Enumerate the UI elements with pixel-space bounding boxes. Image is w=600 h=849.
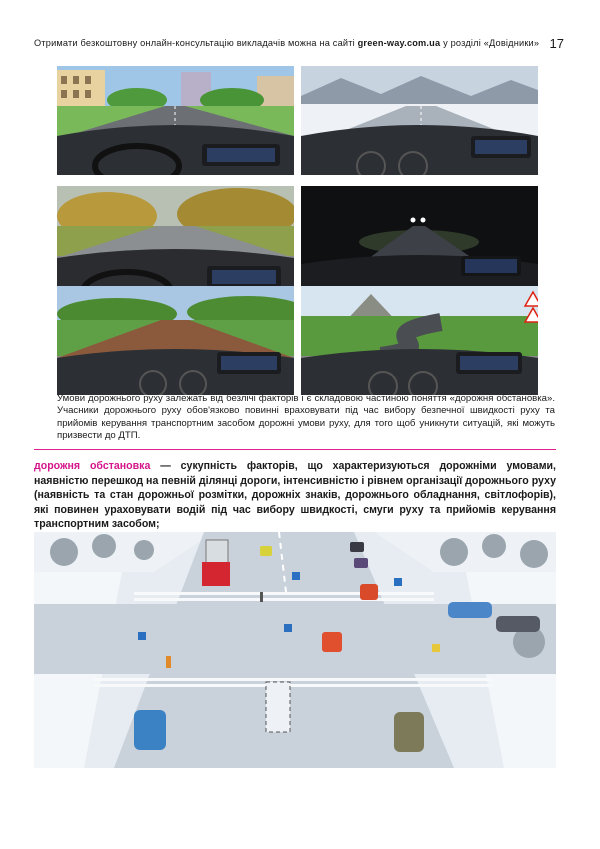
definition-term: дорожня обстановка (34, 460, 151, 472)
winter-intersection-illustration (34, 532, 556, 768)
definition-text: — сукупність факторів, що характеризуються дорожніми умовами, наявністю перешкод на певній ділянці дороги, інтенсивністю і рівнем організації дорожнього руху (наявність та стан дорожньої розмітки, дорожніх знаків, дорожнього обладнання, світлофорів), які повинен ураховувати водій під час вибору швидкості, смуги руху та прийомів керування транспортним засобом; (34, 460, 556, 531)
photo-dirt-road (57, 286, 294, 395)
photo-winter-road (301, 66, 538, 175)
photo-city-road (57, 66, 294, 175)
header-text (34, 38, 539, 48)
definition-paragraph (34, 459, 556, 532)
section-divider (34, 449, 556, 450)
photo-autumn-wet-road (57, 186, 294, 295)
page-header (34, 36, 564, 52)
page-number: 17 (549, 36, 564, 51)
photo-night-road (301, 186, 538, 295)
header-site-link[interactable]: green-way.com.ua (357, 38, 441, 48)
header-text-before: Отримати безкоштовну онлайн-консультацію викладачів можна на сайті (34, 38, 358, 48)
photo-mountain-road (301, 286, 538, 395)
photo-caption: Умови дорожнього руху залежать від безлічі факторів і є складовою частиною поняття «дорожня обстановка». Учасники дорожнього руху обов'язково повинні враховувати під час вибору безпечної швидкості руху та прийомів керування транспортним засобом дорожні умови руху, для того щоб уникнути ситуацій, які можуть призвести до ДТП. (57, 393, 555, 442)
header-text-after: у розділі «Довідники» (440, 38, 540, 48)
